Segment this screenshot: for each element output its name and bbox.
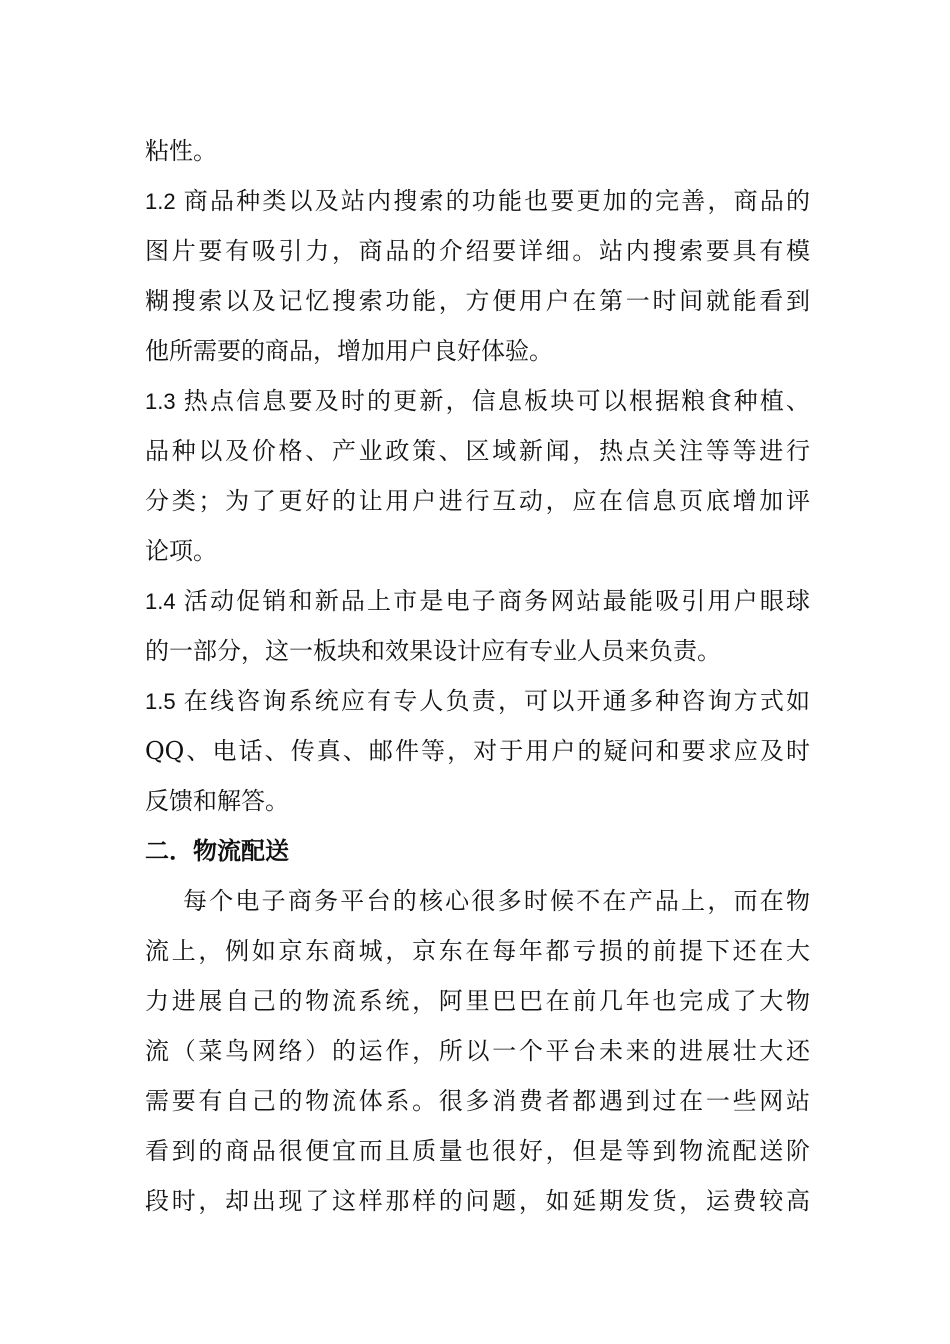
list-item-1-5: [145, 676, 810, 826]
item-number: 1.3: [145, 389, 176, 414]
text-line: 力进展自己的物流系统，阿里巴巴在前几年也完成了大物: [145, 987, 810, 1015]
text-line: 反馈和解答。: [145, 787, 289, 815]
section-heading: 二．物流配送: [145, 837, 289, 865]
text-line: 看到的商品很便宜而且质量也很好，但是等到物流配送阶: [145, 1137, 810, 1165]
text-line: 段时，却出现了这样那样的问题，如延期发货，运费较高: [145, 1187, 810, 1215]
item-number: 1.2: [145, 189, 176, 214]
text-line: 热点信息要及时的更新，信息板块可以根据粮食种植、: [181, 387, 810, 415]
text-line: QQ、电话、传真、邮件等，对于用户的疑问和要求应及时: [145, 737, 810, 765]
document-body: [145, 126, 810, 1226]
list-item-1-3: [145, 376, 810, 576]
text-line: 在线咨询系统应有专人负责，可以开通多种咨询方式如: [181, 687, 810, 715]
text-line: 论项。: [145, 537, 217, 565]
text-line: 流（菜鸟网络）的运作，所以一个平台未来的进展壮大还: [145, 1037, 810, 1065]
text-line: 粘性。: [145, 137, 217, 165]
text-line: 糊搜索以及记忆搜索功能，方便用户在第一时间就能看到: [145, 287, 810, 315]
section-paragraph: [145, 876, 810, 1226]
text-line: 分类；为了更好的让用户进行互动，应在信息页底增加评: [145, 487, 810, 515]
text-line: 商品种类以及站内搜索的功能也要更加的完善，商品的: [181, 187, 810, 215]
list-item-1-4: [145, 576, 810, 676]
item-number: 1.5: [145, 689, 176, 714]
text-line: 的一部分，这一板块和效果设计应有专业人员来负责。: [145, 637, 721, 665]
item-number: 1.4: [145, 589, 176, 614]
text-line: 需要有自己的物流体系。很多消费者都遇到过在一些网站: [145, 1087, 810, 1115]
text-line: 每个电子商务平台的核心很多时候不在产品上，而在物: [183, 887, 810, 915]
list-item-1-2: [145, 176, 810, 376]
text-line: 图片要有吸引力，商品的介绍要详细。站内搜索要具有模: [145, 237, 810, 265]
text-line: 品种以及价格、产业政策、区域新闻，热点关注等等进行: [145, 437, 810, 465]
text-line: 他所需要的商品，增加用户良好体验。: [145, 337, 553, 365]
text-line: 活动促销和新品上市是电子商务网站最能吸引用户眼球: [181, 587, 810, 615]
text-line: 流上，例如京东商城，京东在每年都亏损的前提下还在大: [145, 937, 810, 965]
